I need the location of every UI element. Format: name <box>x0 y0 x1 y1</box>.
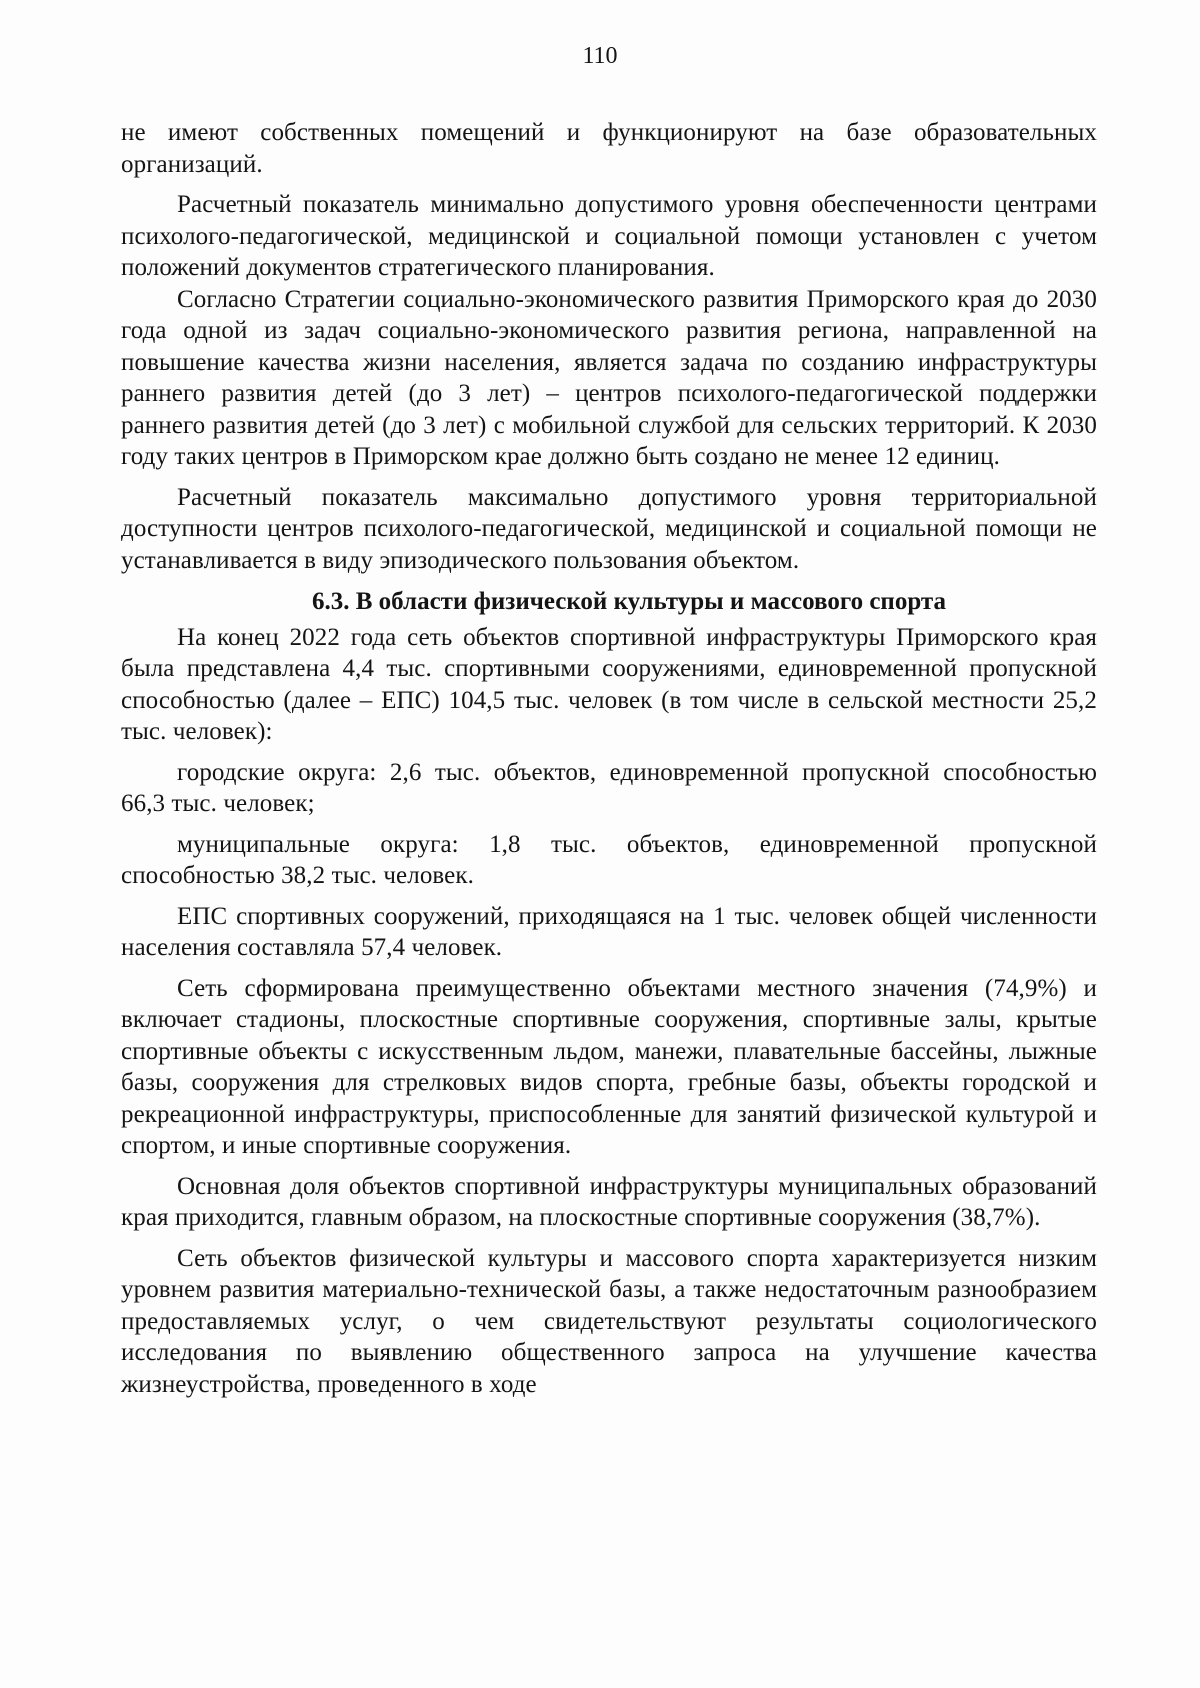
paragraph-low-development: Сеть объектов физической культуры и массового спорта характеризуется низким уровнем развития материально-технической базы, а также недостаточным разнообразием предоставляемых услуг, о чем свидетельствуют результаты социологического исследования по выявлению общественного запроса на улучшение качества жизнеустройства, проведенного в ходе <box>121 1244 1097 1398</box>
paragraph-continuation: не имеют собственных помещений и функционируют на базе образовательных организаций. <box>121 119 1097 178</box>
paragraph-eps-per-thousand: ЕПС спортивных сооружений, приходящаяся на 1 тыс. человек общей численности населения составляла 57,4 человек. <box>121 902 1097 961</box>
page-number: 110 <box>582 43 618 69</box>
paragraph-municipal-districts: муниципальные округа: 1,8 тыс. объектов, единовременной пропускной способностью 38,2 тыс. человек. <box>121 830 1097 889</box>
paragraph-sports-network: На конец 2022 года сеть объектов спортивной инфраструктуры Приморского края была представлена 4,4 тыс. спортивными сооружениями, единовременной пропускной способностью (далее – ЕПС) 104,5 тыс. человек (в том числе в сельской местности 25,2 тыс. человек): <box>121 623 1097 745</box>
paragraph-network-composition: Сеть сформирована преимущественно объектами местного значения (74,9%) и включает стадионы, плоскостные спортивные сооружения, спортивные залы, крытые спортивные объекты с искусственным льдом, манежи, плавательные бассейны, лыжные базы, сооружения для стрелковых видов спорта, гребные базы, объекты городской и рекреационной инфраструктуры, приспособленные для занятий физической культурой и спортом, и иные спортивные сооружения. <box>121 974 1097 1159</box>
paragraph-accessibility-indicator: Расчетный показатель максимально допустимого уровня территориальной доступности центров психолого-педагогической, медицинской и социальной помощи не устанавливается в виду эпизодического пользования объектом. <box>121 483 1097 574</box>
section-heading: 6.3. В области физической культуры и массового спорта <box>312 588 946 615</box>
paragraph-provision-indicator: Расчетный показатель минимально допустимого уровня обеспеченности центрами психолого-педагогической, медицинской и социальной помощи установлен с учетом положений документов стратегического планирования. <box>121 191 1097 281</box>
paragraph-main-share: Основная доля объектов спортивной инфраструктуры муниципальных образований края приходится, главным образом, на плоскостные спортивные сооружения (38,7%). <box>121 1172 1097 1231</box>
document-body <box>121 117 1097 1400</box>
paragraph-urban-districts: городские округа: 2,6 тыс. объектов, единовременной пропускной способностью 66,3 тыс. человек; <box>121 758 1097 817</box>
paragraph-strategy: Согласно Стратегии социально-экономического развития Приморского края до 2030 года одной из задач социально-экономического развития региона, направленной на повышение качества жизни населения, является задача по созданию инфраструктуры раннего развития детей (до 3 лет) – центров психолого-педагогической поддержки раннего развития детей (до 3 лет) с мобильной службой для сельских территорий. К 2030 году таких центров в Приморском крае должно быть создано не менее 12 единиц. <box>121 285 1097 470</box>
